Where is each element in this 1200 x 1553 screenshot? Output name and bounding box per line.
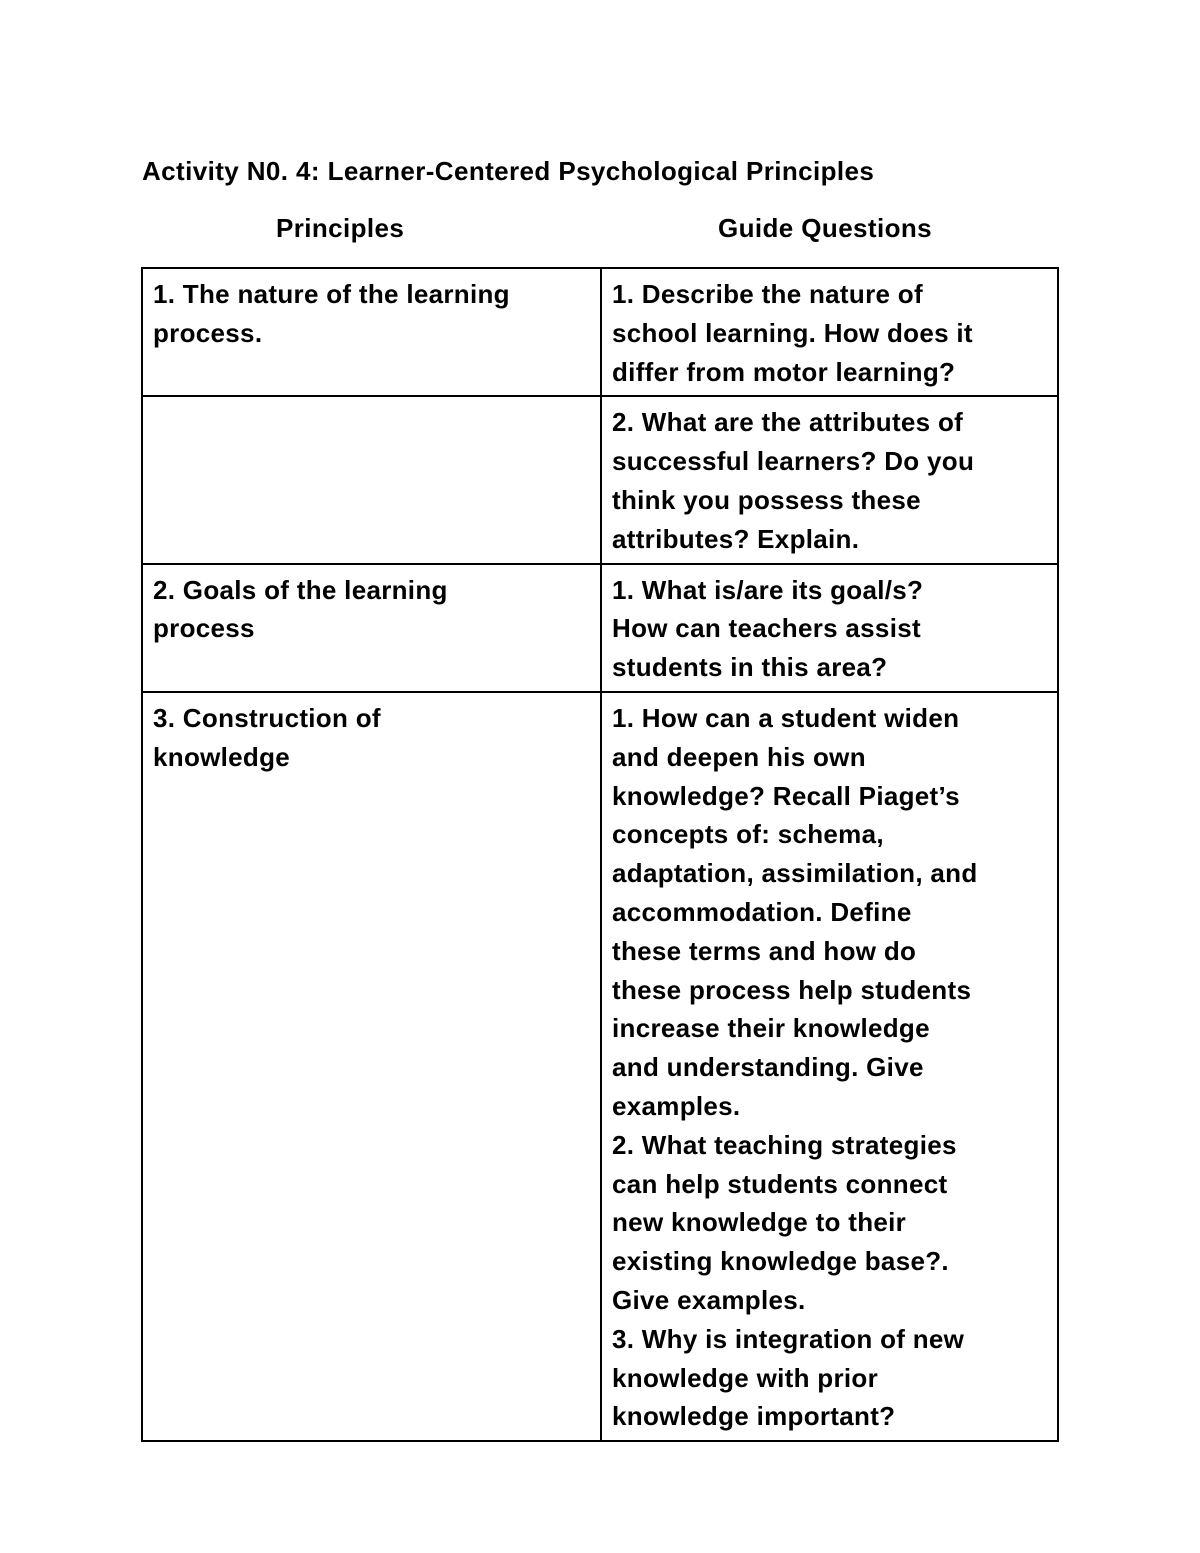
table-row xyxy=(142,396,1058,563)
question-line: concepts of: schema, xyxy=(612,819,884,850)
principle-line: knowledge xyxy=(153,741,291,772)
question-line: and understanding. Give xyxy=(612,1052,924,1083)
question-line: 2. What are the attributes of xyxy=(612,407,964,438)
question-line: 1. What is/are its goal/s? xyxy=(612,574,924,605)
question-line: differ from motor learning? xyxy=(612,356,956,387)
principles-column-header: Principles xyxy=(276,213,405,243)
question-line: 1. How can a student widen xyxy=(612,702,960,733)
guide-question-cell xyxy=(601,396,1058,563)
question-line: can help students connect xyxy=(612,1168,948,1199)
principle-line: process xyxy=(153,613,255,644)
question-line: attributes? Explain. xyxy=(612,523,860,554)
guide-question-cell xyxy=(601,564,1058,692)
table-row xyxy=(142,692,1058,1441)
question-line: examples. xyxy=(612,1090,741,1121)
principles-table xyxy=(141,267,1059,1442)
question-line: adaptation, assimilation, and xyxy=(612,858,978,889)
question-line: 3. Why is integration of new xyxy=(612,1323,965,1354)
question-line: increase their knowledge xyxy=(612,1013,930,1044)
principle-line: process. xyxy=(153,317,263,348)
question-line: these process help students xyxy=(612,974,972,1005)
principle-cell-empty xyxy=(142,396,601,563)
question-line: Give examples. xyxy=(612,1284,806,1315)
question-line: knowledge important? xyxy=(612,1401,896,1432)
page-title: Activity N0. 4: Learner-Centered Psychological Principles xyxy=(142,156,875,186)
table-row xyxy=(142,564,1058,692)
question-line: knowledge? Recall Piaget’s xyxy=(612,780,960,811)
question-line: and deepen his own xyxy=(612,741,866,772)
question-line: successful learners? Do you xyxy=(612,446,975,477)
principle-cell xyxy=(142,564,601,692)
question-line: students in this area? xyxy=(612,652,888,683)
guide-question-cell xyxy=(601,268,1058,396)
table-row xyxy=(142,268,1058,396)
principle-line: 1. The nature of the learning xyxy=(153,279,510,309)
question-line: accommodation. Define xyxy=(612,896,912,927)
question-line: school learning. How does it xyxy=(612,317,973,348)
principle-line: 3. Construction of xyxy=(153,702,381,733)
question-line: new knowledge to their xyxy=(612,1207,907,1238)
principle-cell xyxy=(142,692,601,1441)
principle-cell xyxy=(142,268,601,396)
question-line: How can teachers assist xyxy=(612,613,921,644)
question-line: existing knowledge base?. xyxy=(612,1246,949,1277)
question-line: knowledge with prior xyxy=(612,1362,879,1393)
question-line: 1. Describe the nature of xyxy=(612,279,923,309)
question-line: 2. What teaching strategies xyxy=(612,1129,957,1160)
question-line: think you possess these xyxy=(612,484,921,515)
guide-question-cell xyxy=(601,692,1058,1441)
principle-line: 2. Goals of the learning xyxy=(153,574,448,605)
guide-questions-column-header: Guide Questions xyxy=(718,213,933,243)
question-line: these terms and how do xyxy=(612,935,917,966)
